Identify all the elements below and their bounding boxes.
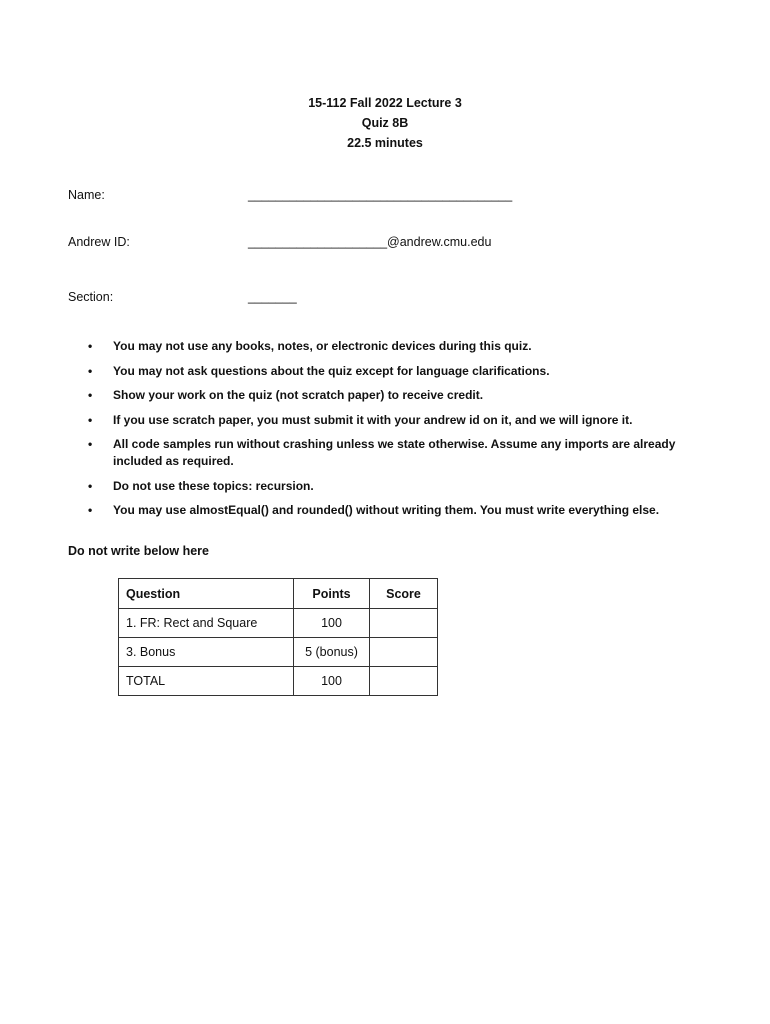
rule-item bbox=[88, 363, 698, 380]
quiz-header bbox=[0, 93, 770, 153]
rule-text: You may not ask questions about the quiz except for language clarifications. bbox=[113, 363, 550, 378]
bullet-icon: • bbox=[88, 339, 93, 353]
name-label: Name: bbox=[68, 188, 105, 202]
rule-item bbox=[88, 436, 698, 470]
course-title: 15-112 Fall 2022 Lecture 3 bbox=[308, 96, 462, 110]
rule-item bbox=[88, 387, 698, 404]
name-blank: ______________________________________ bbox=[248, 188, 513, 202]
andrew-id-label: Andrew ID: bbox=[68, 235, 130, 249]
points-cell: 100 bbox=[294, 667, 370, 696]
rule-text: If you use scratch paper, you must submit it with your andrew id on it, and we will ignore it. bbox=[113, 412, 633, 427]
rule-text: You may use almostEqual() and rounded() without writing them. You must write everything else. bbox=[113, 503, 660, 517]
quiz-rules-list bbox=[88, 338, 698, 527]
rule-text: Do not use these topics: recursion. bbox=[113, 478, 314, 493]
question-cell: 1. FR: Rect and Square bbox=[119, 609, 294, 638]
table-row bbox=[119, 638, 438, 667]
bullet-icon: • bbox=[88, 503, 93, 517]
score-table-header-row bbox=[119, 579, 438, 609]
rule-text: Show your work on the quiz (not scratch paper) to receive credit. bbox=[113, 388, 484, 402]
score-table bbox=[118, 578, 438, 696]
score-cell bbox=[370, 638, 438, 667]
table-row bbox=[119, 667, 438, 696]
points-cell: 100 bbox=[294, 609, 370, 638]
rule-item bbox=[88, 478, 698, 495]
bullet-icon: • bbox=[88, 478, 93, 493]
rule-text: All code samples run without crashing unless we state otherwise. Assume any imports are already included as required. bbox=[113, 437, 676, 468]
points-cell: 5 (bonus) bbox=[294, 638, 370, 667]
section-blank: _______ bbox=[248, 290, 297, 304]
quiz-title: Quiz 8B bbox=[361, 116, 409, 130]
bullet-icon: • bbox=[88, 412, 93, 427]
header-points: Points bbox=[294, 579, 370, 609]
rule-item bbox=[88, 412, 698, 429]
header-score: Score bbox=[370, 579, 438, 609]
score-cell bbox=[370, 667, 438, 696]
do-not-write-heading: Do not write below here bbox=[68, 544, 209, 558]
table-row bbox=[119, 609, 438, 638]
question-cell: 3. Bonus bbox=[119, 638, 294, 667]
bullet-icon: • bbox=[88, 363, 93, 378]
bullet-icon: • bbox=[88, 388, 93, 402]
rule-item bbox=[88, 338, 698, 355]
quiz-duration: 22.5 minutes bbox=[347, 136, 423, 150]
question-cell: TOTAL bbox=[119, 667, 294, 696]
score-cell bbox=[370, 609, 438, 638]
bullet-icon: • bbox=[88, 437, 93, 451]
section-label: Section: bbox=[68, 290, 114, 304]
header-question: Question bbox=[119, 579, 294, 609]
andrew-id-blank: ____________________@andrew.cmu.edu bbox=[248, 235, 492, 249]
rule-text: You may not use any books, notes, or electronic devices during this quiz. bbox=[113, 339, 532, 353]
rule-item bbox=[88, 502, 698, 519]
